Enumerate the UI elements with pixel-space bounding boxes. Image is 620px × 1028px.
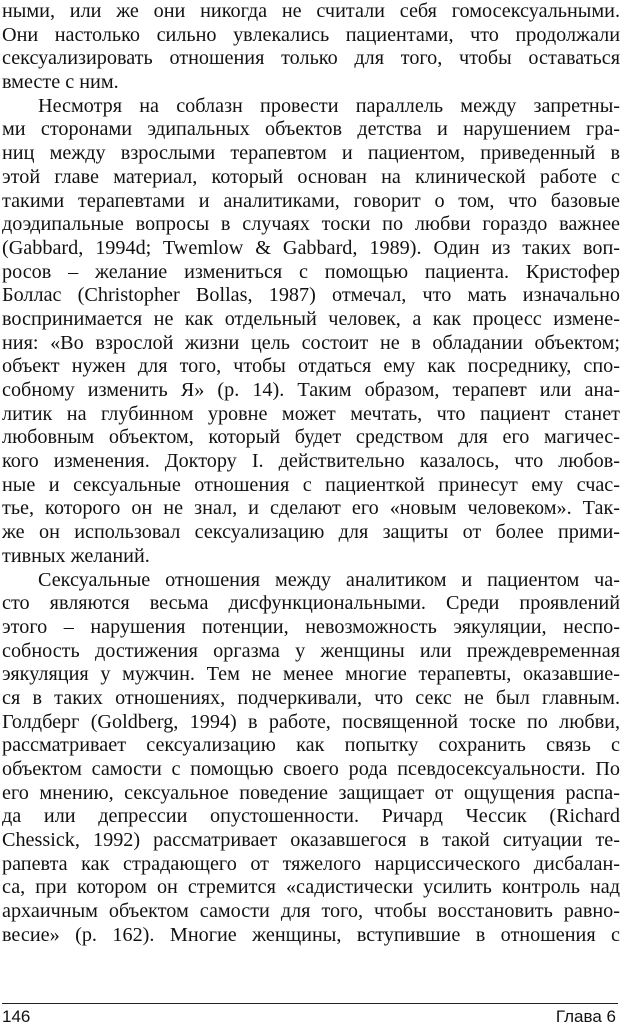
text-line: да или депрессии опустошенности. Ричард Чессик (Richard [2,805,620,828]
text-line: (Gabbard, 1994d; Twemlow & Gabbard, 1989). Один из таких воп- [2,236,620,259]
text-line: объект нужен для того, чтобы отдаться ему как посреднику, спо- [2,355,620,378]
text-line: тье, которого он не знал, и сделают его «новым человеком». Так- [2,497,620,520]
text-line: рапевта как страдающего от тяжелого нарциссического дисбалан- [2,852,620,875]
text-line: этой главе материал, который основан на клинической работе с [2,165,620,188]
text-line: архаичным объектом самости для того, чтобы восстановить равно- [2,900,620,923]
text-line: рассматривает сексуализацию как попытку сохранить связь с [2,734,620,757]
text-line: кого изменения. Доктору I. действительно казалось, что любов- [2,450,620,473]
text-line: такими терапевтами и аналитиками, говорит о том, что базовые [2,189,620,212]
text-line: ниц между взрослыми терапевтом и пациентом, приведенный в [2,142,620,165]
text-line: Chessick, 1992) рассматривает оказавшегося в такой ситуации те- [2,829,620,852]
text-line: литик на глубинном уровне может мечтать, что пациент станет [2,402,620,425]
text-line: собность достижения оргазма у женщины или преждевременная [2,639,620,662]
text-line: эякуляция у мужчин. Тем не менее многие терапевты, оказавшие- [2,663,620,686]
paragraph-end-line: вместе с ним. [2,71,119,94]
text-line: сексуализировать отношения только для того, чтобы оставаться [2,47,620,70]
text-line: ными, или же они никогда не считали себя гомосексуальными. [2,0,620,22]
text-line: этого – нарушения потенции, невозможность эякуляции, неспо- [2,615,620,638]
text-line: его мнению, сексуальное поведение защищает от ощущения распа- [2,781,620,804]
text-line: доэдипальные вопросы в случаях тоски по любви гораздо важнее [2,213,620,236]
text-line: са, при котором он стремится «садистически усилить контроль над [2,876,620,899]
text-line: объектом самости с помощью своего рода псевдосексуальности. По [2,758,620,780]
text-line: любовным объектом, который будет средством для его магичес- [2,426,620,449]
text-line: весие» (р. 162). Многие женщины, вступившие в отношения с [2,923,620,946]
text-line: собному изменить Я» (р. 14). Таким образом, терапевт или ана- [2,379,620,401]
running-chapter-label: Глава 6 [555,1007,616,1026]
text-line: ния: «Во взрослой жизни цель состоит не в обладании объектом; [2,331,620,354]
text-line: сто являются весьма дисфункциональными. Среди проявлений [2,592,620,615]
page-number: 146 [2,1007,31,1026]
text-line: Голдберг (Goldberg, 1994) в работе, посвященной тоске по любви, [2,710,620,733]
paragraph-first-line: Несмотря на соблазн провести параллель между запретны- [38,94,620,117]
page-footer [2,1006,616,1028]
text-line: ные и сексуальные отношения с пациенткой принесут ему счас- [2,473,620,496]
body-text [2,0,620,948]
text-line: ся в таких отношениях, подчеркивали, что секс не был главным. [2,686,620,709]
footer-divider [2,1003,618,1004]
text-line: ми сторонами эдипальных объектов детства и нарушением гра- [2,118,620,141]
text-line: росов – желание измениться с помощью пациента. Кристофер [2,260,620,283]
paragraph-first-line: Сексуальные отношения между аналитиком и пациентом ча- [38,568,620,591]
text-line: же он использовал сексуализацию для защиты от более прими- [2,521,620,544]
paragraph-end-line: тивных желаний. [2,544,150,567]
text-line: Боллас (Christopher Bollas, 1987) отмечал, что мать изначально [2,284,620,307]
text-line: воспринимается не как отдельный человек, а как процесс измене- [2,307,620,330]
text-line: Они настолько сильно увлекались пациентами, что продолжали [2,23,620,46]
